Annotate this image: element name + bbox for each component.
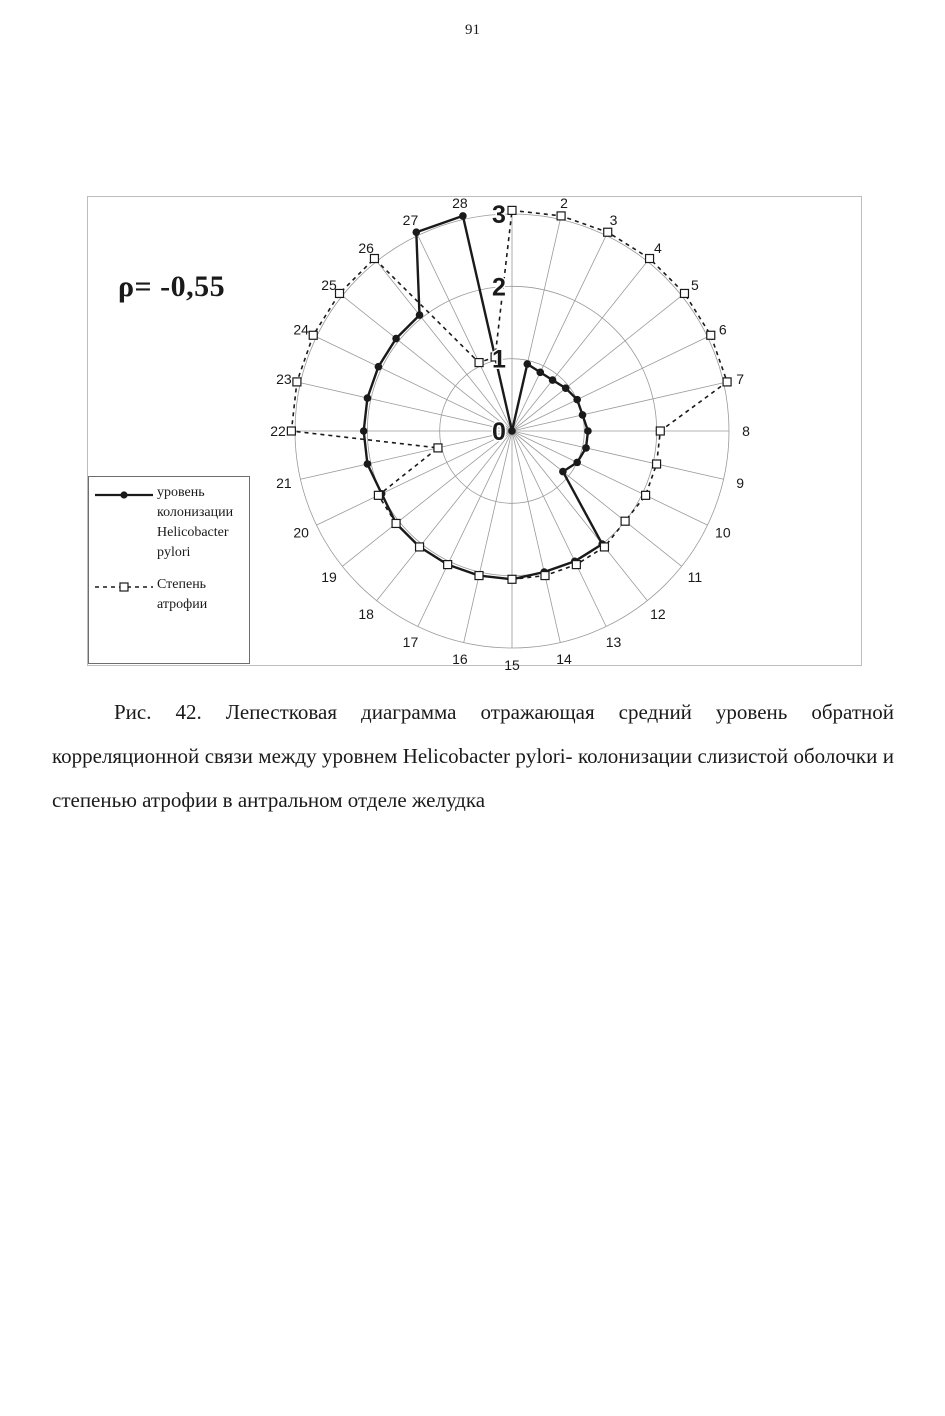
radial-tick-1: 1 bbox=[492, 345, 506, 374]
category-label-20: 20 bbox=[293, 524, 309, 541]
series-2-point-12 bbox=[600, 543, 608, 551]
category-label-4: 4 bbox=[653, 240, 662, 257]
grid-spoke-6 bbox=[512, 337, 708, 431]
grid-spoke-10 bbox=[512, 431, 708, 525]
series-2-point-11 bbox=[621, 517, 629, 525]
series-2-point-15 bbox=[508, 575, 516, 583]
category-label-8: 8 bbox=[742, 423, 750, 439]
radial-tick-2: 2 bbox=[492, 273, 506, 302]
category-label-18: 18 bbox=[358, 605, 374, 622]
category-label-3: 3 bbox=[609, 212, 618, 229]
category-label-27: 27 bbox=[402, 212, 419, 229]
series-2-point-18 bbox=[416, 543, 424, 551]
series-2-point-23 bbox=[293, 378, 301, 386]
series-1-point-7 bbox=[579, 411, 587, 419]
category-label-17: 17 bbox=[402, 633, 419, 650]
grid-spoke-24 bbox=[316, 337, 512, 431]
series-1-point-9 bbox=[582, 444, 590, 452]
grid-spoke-17 bbox=[418, 431, 512, 627]
series-2-point-20 bbox=[374, 491, 382, 499]
figure-caption bbox=[52, 690, 894, 822]
grid-spoke-20 bbox=[316, 431, 512, 525]
series-2-point-17 bbox=[444, 561, 452, 569]
category-label-22: 22 bbox=[270, 423, 286, 439]
series-line-2 bbox=[291, 210, 727, 579]
grid-spoke-21 bbox=[300, 431, 512, 479]
series-2-point-3 bbox=[604, 228, 612, 236]
series-2-point-6 bbox=[707, 331, 715, 339]
category-label-16: 16 bbox=[452, 651, 468, 668]
chart-legend bbox=[88, 476, 250, 664]
series-1-point-11 bbox=[559, 468, 567, 476]
legend-solid-line-circle-icon bbox=[95, 488, 155, 502]
series-1-point-2 bbox=[523, 360, 531, 368]
series-2-point-8 bbox=[656, 427, 664, 435]
legend-label-atrophy: Степень атрофии bbox=[157, 577, 208, 612]
category-label-23: 23 bbox=[276, 370, 292, 387]
series-2-point-7 bbox=[723, 378, 731, 386]
grid-spoke-13 bbox=[512, 431, 606, 627]
series-2-point-21 bbox=[434, 444, 442, 452]
series-2-point-2 bbox=[557, 212, 565, 220]
series-1-point-28 bbox=[459, 212, 467, 220]
series-1-point-4 bbox=[549, 376, 557, 384]
category-label-7: 7 bbox=[736, 370, 745, 387]
series-2-point-19 bbox=[392, 519, 400, 527]
page-number: 91 bbox=[465, 22, 480, 38]
legend-label-colonization: уровень колонизации Helicobacter pylori bbox=[157, 485, 234, 560]
series-1-point-24 bbox=[375, 363, 383, 371]
category-label-21: 21 bbox=[276, 475, 292, 492]
category-label-19: 19 bbox=[321, 568, 337, 585]
series-2-point-9 bbox=[653, 460, 661, 468]
grid-spoke-3 bbox=[512, 235, 606, 431]
series-2-point-13 bbox=[572, 561, 580, 569]
category-label-5: 5 bbox=[691, 277, 699, 294]
series-1-point-22 bbox=[360, 427, 368, 435]
series-1-point-6 bbox=[573, 396, 581, 404]
series-2-point-1 bbox=[508, 206, 516, 214]
legend-dashed-line-square-icon bbox=[95, 580, 155, 594]
series-1-point-8 bbox=[584, 427, 592, 435]
category-label-6: 6 bbox=[718, 321, 727, 338]
category-label-24: 24 bbox=[293, 321, 309, 338]
radial-tick-3: 3 bbox=[492, 201, 506, 229]
series-2-point-27 bbox=[475, 359, 483, 367]
series-2-point-22 bbox=[287, 427, 295, 435]
series-1-point-5 bbox=[562, 384, 570, 392]
series-1-point-3 bbox=[536, 369, 544, 377]
series-1-point-23 bbox=[364, 394, 372, 402]
series-1-point-10 bbox=[573, 459, 581, 467]
series-1-point-21 bbox=[364, 460, 372, 468]
category-label-2: 2 bbox=[560, 194, 568, 211]
series-2-point-16 bbox=[475, 572, 483, 580]
category-label-11: 11 bbox=[687, 568, 703, 585]
series-2-point-4 bbox=[646, 255, 654, 263]
category-label-14: 14 bbox=[556, 651, 572, 668]
series-2-point-14 bbox=[541, 572, 549, 580]
grid-spoke-23 bbox=[300, 383, 512, 431]
grid-spoke-14 bbox=[512, 431, 560, 643]
series-2-point-5 bbox=[680, 289, 688, 297]
category-label-10: 10 bbox=[715, 524, 731, 541]
series-2-point-24 bbox=[309, 331, 317, 339]
grid-spoke-9 bbox=[512, 431, 724, 479]
grid-spoke-16 bbox=[464, 431, 512, 643]
radial-tick-0: 0 bbox=[492, 418, 506, 446]
figure-caption-text: Рис. 42. Лепестковая диаграмма отражающая средний уровень обратной корреляционной связи между уровнем Helicobacter pylori- колонизации слизистой оболочки и степенью атрофии в антральном отделе желудка bbox=[52, 700, 894, 812]
series-1-point-1 bbox=[508, 427, 516, 435]
series-2-point-10 bbox=[642, 491, 650, 499]
category-label-28: 28 bbox=[452, 194, 468, 211]
category-label-12: 12 bbox=[650, 605, 666, 622]
series-1-point-25 bbox=[392, 335, 400, 343]
series-1-point-26 bbox=[416, 311, 424, 319]
category-label-9: 9 bbox=[736, 475, 745, 492]
category-label-26: 26 bbox=[358, 240, 374, 257]
correlation-coefficient: ρ= -0,55 bbox=[118, 270, 226, 303]
category-label-13: 13 bbox=[605, 633, 622, 650]
series-1-point-27 bbox=[412, 228, 420, 236]
category-label-15: 15 bbox=[504, 657, 520, 673]
category-label-25: 25 bbox=[321, 277, 337, 294]
